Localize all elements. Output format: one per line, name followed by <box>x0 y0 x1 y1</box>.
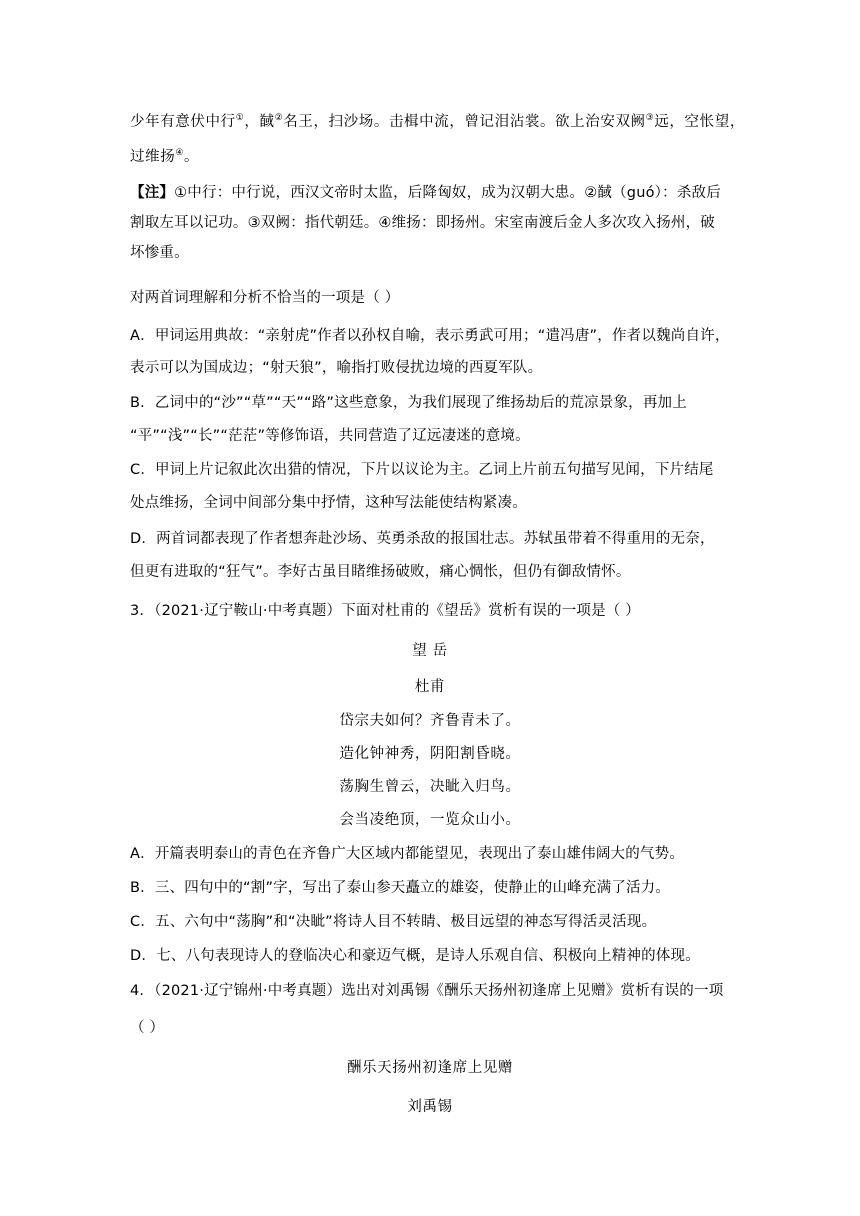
poem-text: 名王，扫沙场。击楫中流，曾记泪沾裳。欲上治安双阙 <box>283 114 646 130</box>
notes-line-1 <box>130 183 721 203</box>
footnote-marker: ① <box>235 113 245 124</box>
notes-text: ①中行：中行说，西汉文帝时太监，后降匈奴，成为汉朝大患。②馘（guó）：杀敌后 <box>174 185 721 201</box>
footnote-marker: ④ <box>175 148 184 159</box>
poem-text: 少年有意伏中行 <box>130 114 236 130</box>
option-c-line-2: 处点维扬，全词中间部分集中抒情，这种写法能使结构紧凑。 <box>130 495 527 511</box>
option-a: A．开篇表明泰山的青色在齐鲁广大区域内都能望见，表现出了泰山雄伟阔大的气势。 <box>130 846 685 862</box>
option-b-line-2: “平”“浅”“长”“茫茫”等修饰语，共同营造了辽远凄迷的意境。 <box>130 428 530 444</box>
poem-title: 酬乐天扬州初逢席上见赠 <box>346 1060 514 1076</box>
option-d: D．七、八句表现诗人的登临决心和豪迈气概，是诗人乐观自信、积极向上精神的体现。 <box>130 948 700 964</box>
option-a-line-1: A．甲词运用典故：“亲射虎”作者以孙权自喻，表示勇武可用；“遣冯唐”，作者以魏尚自许， <box>130 328 730 344</box>
question-4-stem: 4．（2021·辽宁锦州·中考真题）选出对刘禹锡《酬乐天扬州初逢席上见赠》赏析有误的一项 <box>130 983 724 999</box>
poem-text: ，馘 <box>244 114 275 130</box>
poem-line-1 <box>130 112 745 132</box>
poem-title: 望 岳 <box>412 643 448 659</box>
notes-line-3: 坏惨重。 <box>130 245 189 261</box>
footnote-marker: ② <box>274 113 284 124</box>
notes-line-2: 割取左耳以记功。③双阙：指代朝廷。④维扬：即扬州。宋室南渡后金人多次攻入扬州，破 <box>130 215 715 231</box>
poem-verse-3: 荡胸生曾云，决眦入归鸟。 <box>339 779 521 795</box>
poem-line-2 <box>130 147 199 167</box>
option-c: C．五、六句中“荡胸”和“决眦”将诗人目不转睛、极目远望的神态写得活灵活现。 <box>130 914 657 930</box>
poem-text: 过维扬 <box>130 149 176 165</box>
poem-verse-1: 岱宗夫如何？齐鲁青未了。 <box>339 713 521 729</box>
question-3-stem: 3．（2021·辽宁鞍山·中考真题）下面对杜甫的《望岳》赏析有误的一项是（ ） <box>130 603 641 619</box>
question-2-stem: 对两首词理解和分析不恰当的一项是（ ） <box>130 290 400 306</box>
option-a-line-2: 表示可以为国成边；“射天狼”，喻指打败侵扰边境的西夏军队。 <box>130 360 543 376</box>
footnote-marker: ③ <box>645 113 655 124</box>
poem-verse-2: 造化钟神秀，阴阳割昏晓。 <box>339 746 521 762</box>
option-d-line-2: 但更有进取的“狂气”。李好古虽目睹维扬破败，痛心惆怅，但仍有御敌情怀。 <box>130 564 631 580</box>
option-b: B．三、四句中的“割”字，写出了泰山参天矗立的雄姿，使静止的山峰充满了活力。 <box>130 880 671 896</box>
poem-verse-4: 会当凌绝顶，一览众山小。 <box>339 812 521 828</box>
option-b-line-1: B．乙词中的“沙”“草”“天”“路”这些意象，为我们展现了维扬劫后的荒凉景象，再加上 <box>130 395 687 411</box>
poem-author: 刘禹锡 <box>407 1099 453 1115</box>
notes-label: 【注】 <box>130 185 175 201</box>
poem-text: 远，空怅望， <box>654 114 745 130</box>
option-d-line-1: D．两首词都表现了作者想奔赴沙场、英勇杀敌的报国壮志。苏轼虽带着不得重用的无奈， <box>130 531 715 547</box>
poem-author: 杜甫 <box>414 679 446 695</box>
question-4-paren: （ ） <box>130 1020 165 1036</box>
poem-text: 。 <box>183 149 200 165</box>
option-c-line-1: C．甲词上片记叙此次出猎的情况，下片以议论为主。乙词上片前五句描写见闻，下片结尾 <box>130 462 714 478</box>
